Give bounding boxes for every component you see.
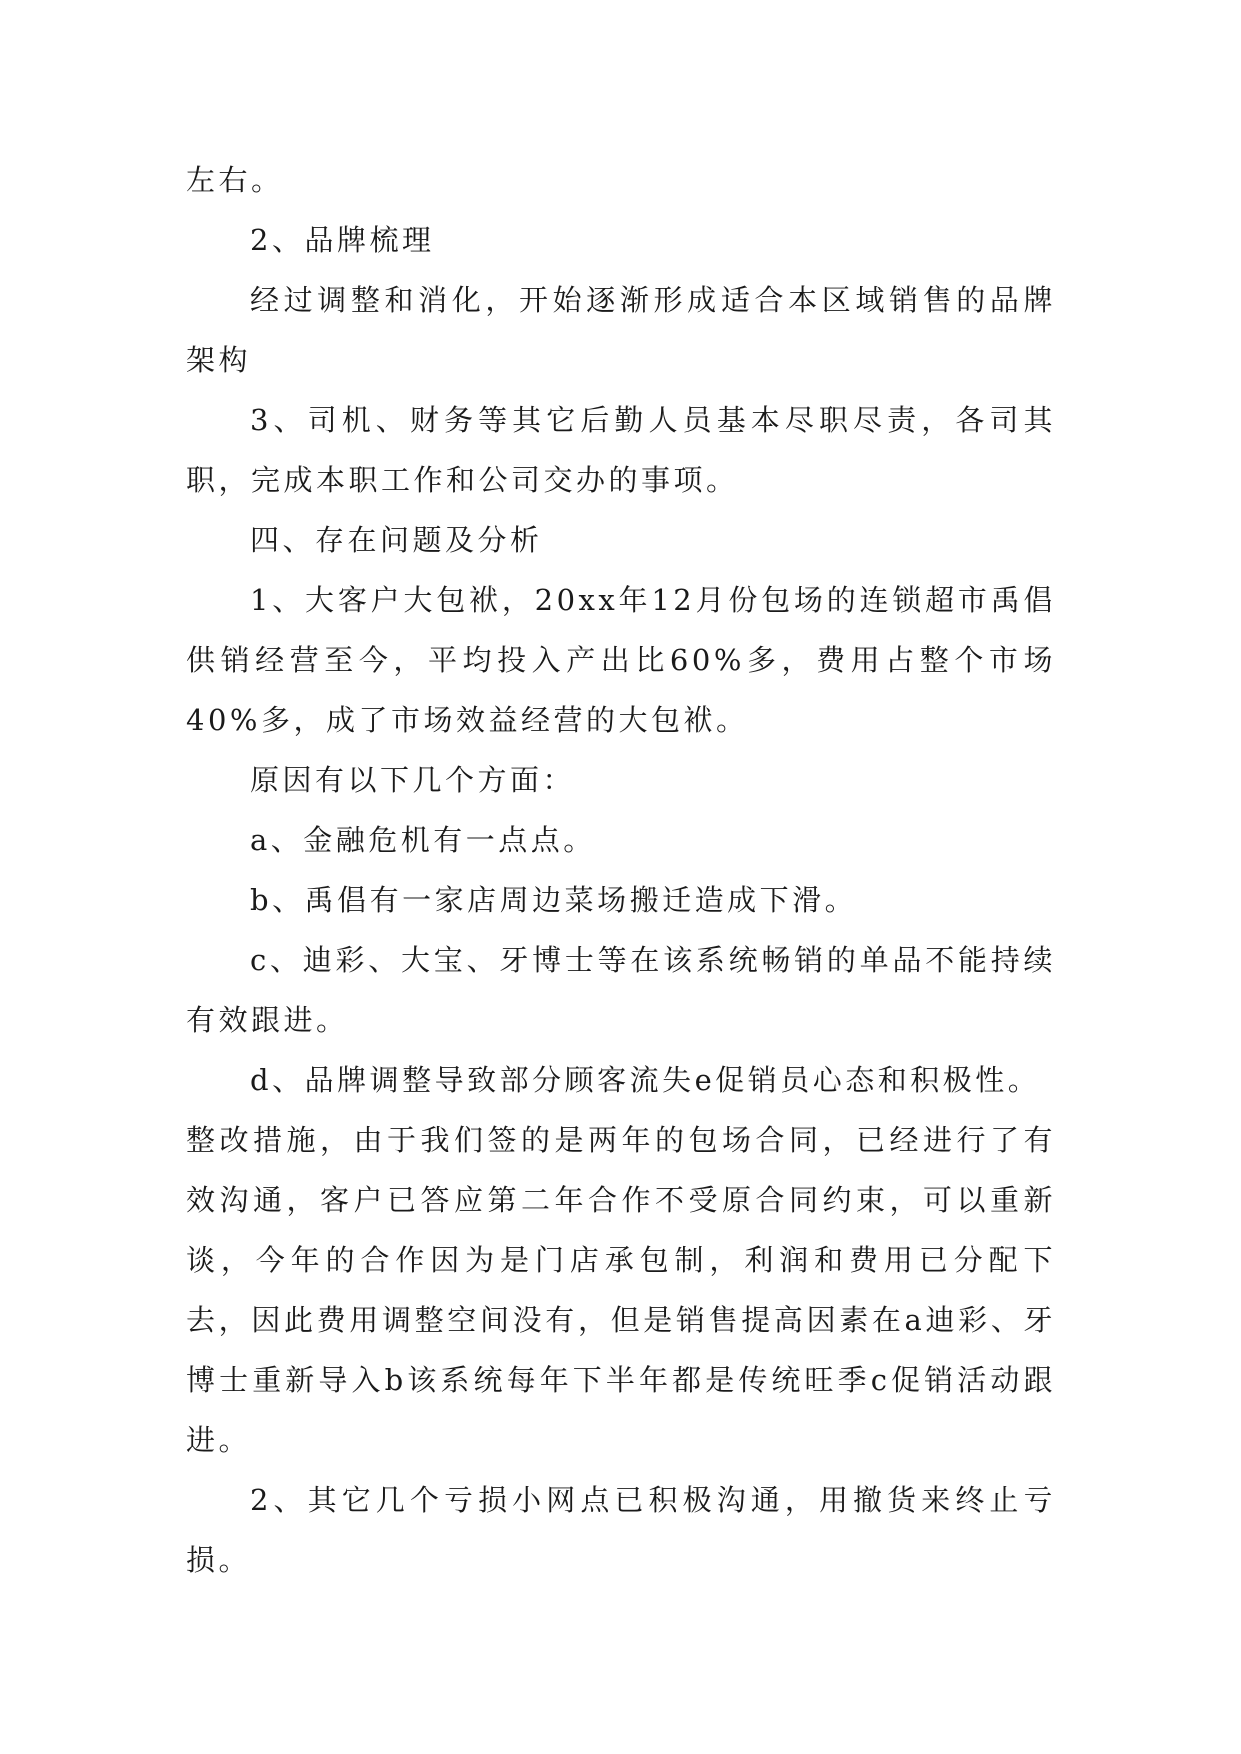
paragraph-small-outlets: 2、其它几个亏损小网点已积极沟通，用撤货来终止亏损。: [186, 1483, 1056, 1577]
paragraph-reasons-intro: 原因有以下几个方面：: [250, 763, 576, 797]
section-heading-problems: 四、存在问题及分析: [250, 523, 543, 557]
paragraph-continuation: 左右。: [186, 163, 284, 197]
list-item-b: b、禹倡有一家店周边菜场搬迁造成下滑。: [250, 883, 858, 917]
document-page: [186, 150, 1056, 1590]
list-item-a: a、金融危机有一点点。: [250, 823, 596, 857]
list-item-d: d、品牌调整导致部分顾客流失e促销员心态和积极性。: [250, 1063, 1041, 1097]
paragraph-corrective-measures: 整改措施，由于我们签的是两年的包场合同，已经进行了有效沟通，客户已答应第二年合作不受原合同约束，可以重新谈，今年的合作因为是门店承包制，利润和费用已分配下去，因此费用调整空间没有，但是销售提高因素在a迪彩、牙博士重新导入b该系统每年下半年都是传统旺季c促销活动跟进。: [186, 1123, 1056, 1457]
list-item-c: c、迪彩、大宝、牙博士等在该系统畅销的单品不能持续有效跟进。: [186, 943, 1056, 1037]
section-item-brand-review: 2、品牌梳理: [250, 223, 435, 257]
paragraph-support-staff: 3、司机、财务等其它后勤人员基本尽职尽责，各司其职，完成本职工作和公司交办的事项。: [186, 403, 1056, 497]
paragraph-big-client: 1、大客户大包袱，20xx年12月份包场的连锁超市禹倡供销经营至今，平均投入产出比60%多，费用占整个市场40%多，成了市场效益经营的大包袱。: [186, 583, 1056, 737]
paragraph-brand-structure: 经过调整和消化，开始逐渐形成适合本区域销售的品牌架构: [186, 283, 1056, 377]
